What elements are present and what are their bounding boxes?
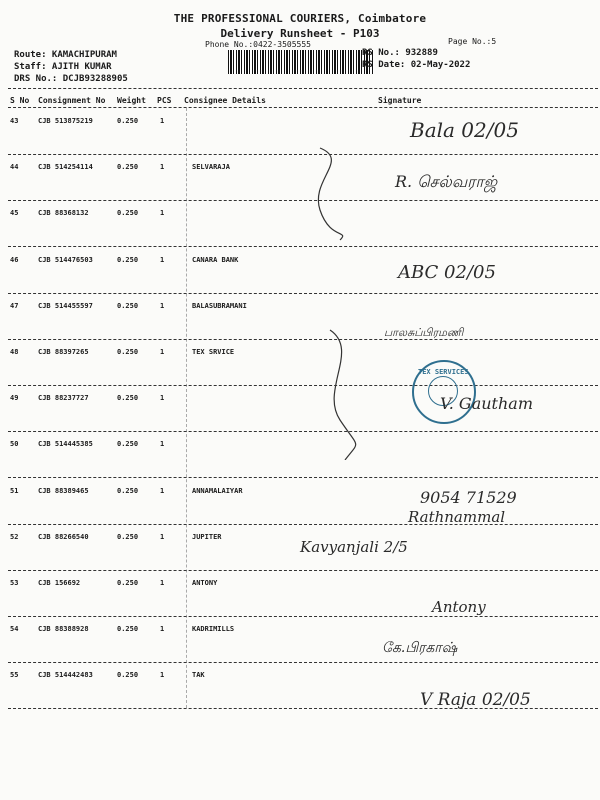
signature-55: V Raja 02/05	[420, 690, 531, 710]
drs-number: DRS No.: DCJB93288905	[14, 74, 128, 84]
row-pcs: 1	[160, 163, 165, 171]
row-pcs: 1	[160, 117, 165, 125]
row-consignee: TAK	[192, 671, 205, 679]
row-pcs: 1	[160, 394, 165, 402]
row-sno: 51	[10, 487, 19, 495]
signature-43: Bala 02/05	[410, 118, 519, 142]
bracket-marks	[290, 140, 370, 460]
row-weight: 0.250	[117, 302, 139, 310]
row-divider	[8, 616, 598, 617]
row-pcs: 1	[160, 579, 165, 587]
signature-49: V. Gautham	[440, 394, 533, 413]
row-pcs: 1	[160, 440, 165, 448]
row-consignment: CJB 514445385	[38, 440, 93, 448]
row-consignee: BALASUBRAMANI	[192, 302, 247, 310]
row-sno: 47	[10, 302, 19, 310]
row-pcs: 1	[160, 625, 165, 633]
row-divider	[8, 570, 598, 571]
row-sno: 45	[10, 209, 19, 217]
row-consignment: CJB 88397265	[38, 348, 89, 356]
phone-51: 9054 71529	[420, 488, 517, 507]
row-consignment: CJB 514455597	[38, 302, 93, 310]
signature-47: பாலசுப்பிரமணி	[384, 326, 464, 339]
row-sno: 48	[10, 348, 19, 356]
row-weight: 0.250	[117, 256, 139, 264]
row-consignment: CJB 88368132	[38, 209, 89, 217]
row-pcs: 1	[160, 487, 165, 495]
row-consignment: CJB 514476503	[38, 256, 93, 264]
row-pcs: 1	[160, 533, 165, 541]
row-pcs: 1	[160, 302, 165, 310]
document-title: THE PROFESSIONAL COURIERS, Coimbatore	[173, 12, 427, 25]
staff-label: Staff: AJITH KUMAR	[14, 62, 112, 72]
row-pcs: 1	[160, 256, 165, 264]
row-sno: 46	[10, 256, 19, 264]
row-weight: 0.250	[117, 579, 139, 587]
signature-51: Rathnammal	[408, 508, 506, 526]
row-weight: 0.250	[117, 348, 139, 356]
col-weight: Weight	[117, 96, 146, 105]
bracket-lower	[330, 330, 356, 460]
col-consignee: Consignee Details	[184, 96, 266, 105]
rs-date: RS Date: 02-May-2022	[362, 60, 471, 70]
row-sno: 54	[10, 625, 19, 633]
row-consignment: CJB 156692	[38, 579, 81, 587]
row-consignee: CANARA BANK	[192, 256, 239, 264]
row-consignment: CJB 514254114	[38, 163, 93, 171]
row-pcs: 1	[160, 348, 165, 356]
row-consignment: CJB 88266540	[38, 533, 89, 541]
row-consignment: CJB 88388928	[38, 625, 89, 633]
row-consignment: CJB 88389465	[38, 487, 89, 495]
tex-services-stamp	[412, 360, 476, 424]
row-divider	[8, 477, 598, 478]
header-divider-bottom	[8, 107, 598, 108]
barcode-image	[228, 50, 374, 74]
signature-44: R. செல்வராஜ்	[395, 172, 498, 191]
bracket-upper	[318, 148, 342, 240]
row-weight: 0.250	[117, 625, 139, 633]
row-pcs: 1	[160, 671, 165, 679]
signature-52: Kavyanjali 2/5	[300, 538, 408, 556]
row-consignment: CJB 513875219	[38, 117, 93, 125]
row-divider	[8, 524, 598, 525]
row-weight: 0.250	[117, 163, 139, 171]
row-weight: 0.250	[117, 209, 139, 217]
runsheet-subtitle: Delivery Runsheet - P103	[220, 27, 380, 40]
signature-54: கே.பிரகாஷ்	[382, 640, 458, 656]
row-weight: 0.250	[117, 533, 139, 541]
col-consignment: Consignment No	[38, 96, 106, 105]
row-consignee: JUPITER	[192, 533, 222, 541]
row-sno: 44	[10, 163, 19, 171]
stamp-text: TEX SERVICES	[418, 368, 469, 376]
row-sno: 55	[10, 671, 19, 679]
table-row	[0, 579, 600, 625]
col-sno: S No	[10, 96, 30, 105]
row-consignee: TEX SRVICE	[192, 348, 235, 356]
row-weight: 0.250	[117, 487, 139, 495]
row-consignment: CJB 88237727	[38, 394, 89, 402]
row-consignee: SELVARAJA	[192, 163, 230, 171]
phone-number: Phone No.:0422-3505555	[205, 40, 311, 49]
row-sno: 49	[10, 394, 19, 402]
row-consignee: ANTONY	[192, 579, 218, 587]
header-divider-top	[8, 88, 598, 89]
rs-number: RS No.: 932889	[362, 48, 438, 58]
row-weight: 0.250	[117, 394, 139, 402]
signature-53: Antony	[432, 598, 486, 616]
row-consignee: KADRIMILLS	[192, 625, 235, 633]
row-divider	[8, 662, 598, 663]
row-sno: 50	[10, 440, 19, 448]
row-weight: 0.250	[117, 440, 139, 448]
row-consignee: ANNAMALAIYAR	[192, 487, 243, 495]
page-number: Page No.:5	[448, 37, 497, 46]
row-sno: 43	[10, 117, 19, 125]
row-sno: 52	[10, 533, 19, 541]
row-consignment: CJB 514442483	[38, 671, 93, 679]
route-label: Route: KAMACHIPURAM	[14, 50, 117, 60]
row-pcs: 1	[160, 209, 165, 217]
row-sno: 53	[10, 579, 19, 587]
signature-46: ABC 02/05	[398, 262, 496, 283]
row-weight: 0.250	[117, 117, 139, 125]
row-weight: 0.250	[117, 671, 139, 679]
table-row	[0, 625, 600, 671]
col-pcs: PCS	[157, 96, 172, 105]
col-signature: Signature	[378, 96, 422, 105]
